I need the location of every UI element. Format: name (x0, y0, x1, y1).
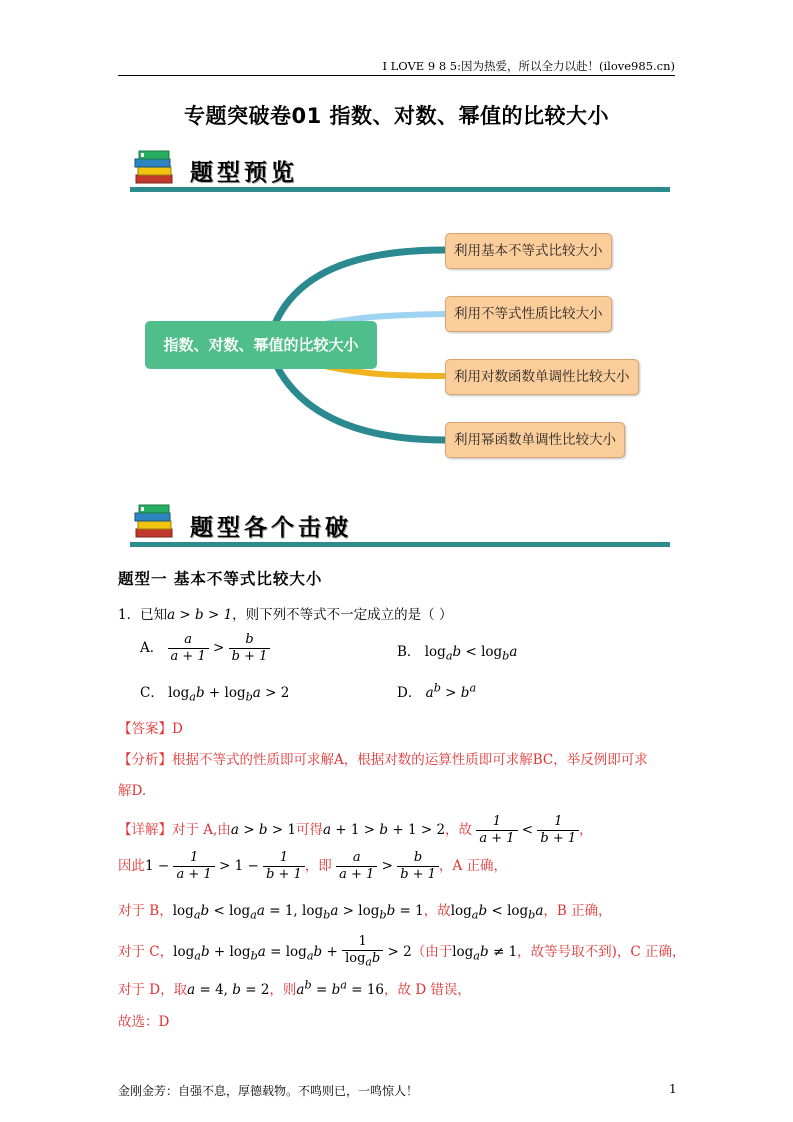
detail-line-4: 对于 C，$\log_ab + \log_ba = \log_ab$ + $\frac{1}{\log_ab}$ > 2（由于$\log_ab \ne 1$，故等号取不到)，C 正确， (118, 934, 686, 969)
detail-line-3: 对于 B，$\log_ab < \log_aa = 1$, $\log_ba > \log_bb = 1$，故$\log_ab < \log_ba$，B 正确， (118, 903, 612, 922)
analysis-line-1: 【分析】根据不等式的性质即可求解A，根据对数的运算性质即可求解BC，举反例即可求 (118, 752, 648, 768)
detail-line-1: 【详解】对于 A,由a > b > 1可得a + 1 > b + 1 > 2，故 $\frac{1}{a + 1}$ < $\frac{1}{b + 1}$ ， (118, 814, 593, 846)
mindmap-node-2: 利用不等式性质比较大小 (445, 296, 612, 332)
section-breakthrough-bar (130, 542, 670, 547)
mindmap-node-1: 利用基本不等式比较大小 (445, 233, 612, 269)
option-a: A． $\frac{a}{a + 1}$ > $\frac{b}{b + 1}$ (140, 632, 270, 665)
section-breakthrough-title: 题型各个击破 (190, 514, 352, 541)
detail-line-5: 对于 D，取a = 4, b = 2，则$a^b = b^a = 16$，故 D 错误， (118, 978, 471, 998)
option-d: D． $a^b > b^a$ (397, 681, 477, 701)
section-preview-title: 题型预览 (190, 159, 298, 186)
footer-motto: 金刚金芳：自强不息，厚德载物。不鸣则已，一鸣惊人！ (118, 1084, 419, 1098)
type1-heading: 题型一 基本不等式比较大小 (118, 569, 323, 588)
mindmap-node-3: 利用对数函数单调性比较大小 (445, 359, 639, 395)
question-stem: 1．已知a > b > 1，则下列不等式不一定成立的是（ ） (118, 607, 453, 623)
header-text: I LOVE 9 8 5:因为热爱，所以全力以赴！(ilove985.cn) (382, 59, 675, 73)
page-title: 专题突破卷01 指数、对数、幂值的比较大小 (183, 104, 610, 128)
detail-line-2: 因此1 − $\frac{1}{a + 1}$ > 1 − $\frac{1}{b + 1}$ ，即 $\frac{a}{a + 1}$ > $\frac{b}{b + 1}$ ，A 正确， (118, 850, 507, 882)
answer: 【答案】D (118, 721, 183, 737)
option-b: B． $\log_ab < \log_ba$ (397, 644, 518, 663)
page-number: 1 (669, 1082, 677, 1096)
mindmap-node-4: 利用幂函数单调性比较大小 (445, 422, 625, 458)
mindmap-root: 指数、对数、幂值的比较大小 (145, 321, 377, 369)
mindmap-branches (0, 0, 793, 500)
books-icon (133, 501, 177, 541)
option-c: C． $\log_ab + \log_ba > 2$ (140, 685, 290, 704)
analysis-line-2: 解D. (118, 783, 147, 799)
conclusion: 故选：D (118, 1014, 170, 1030)
